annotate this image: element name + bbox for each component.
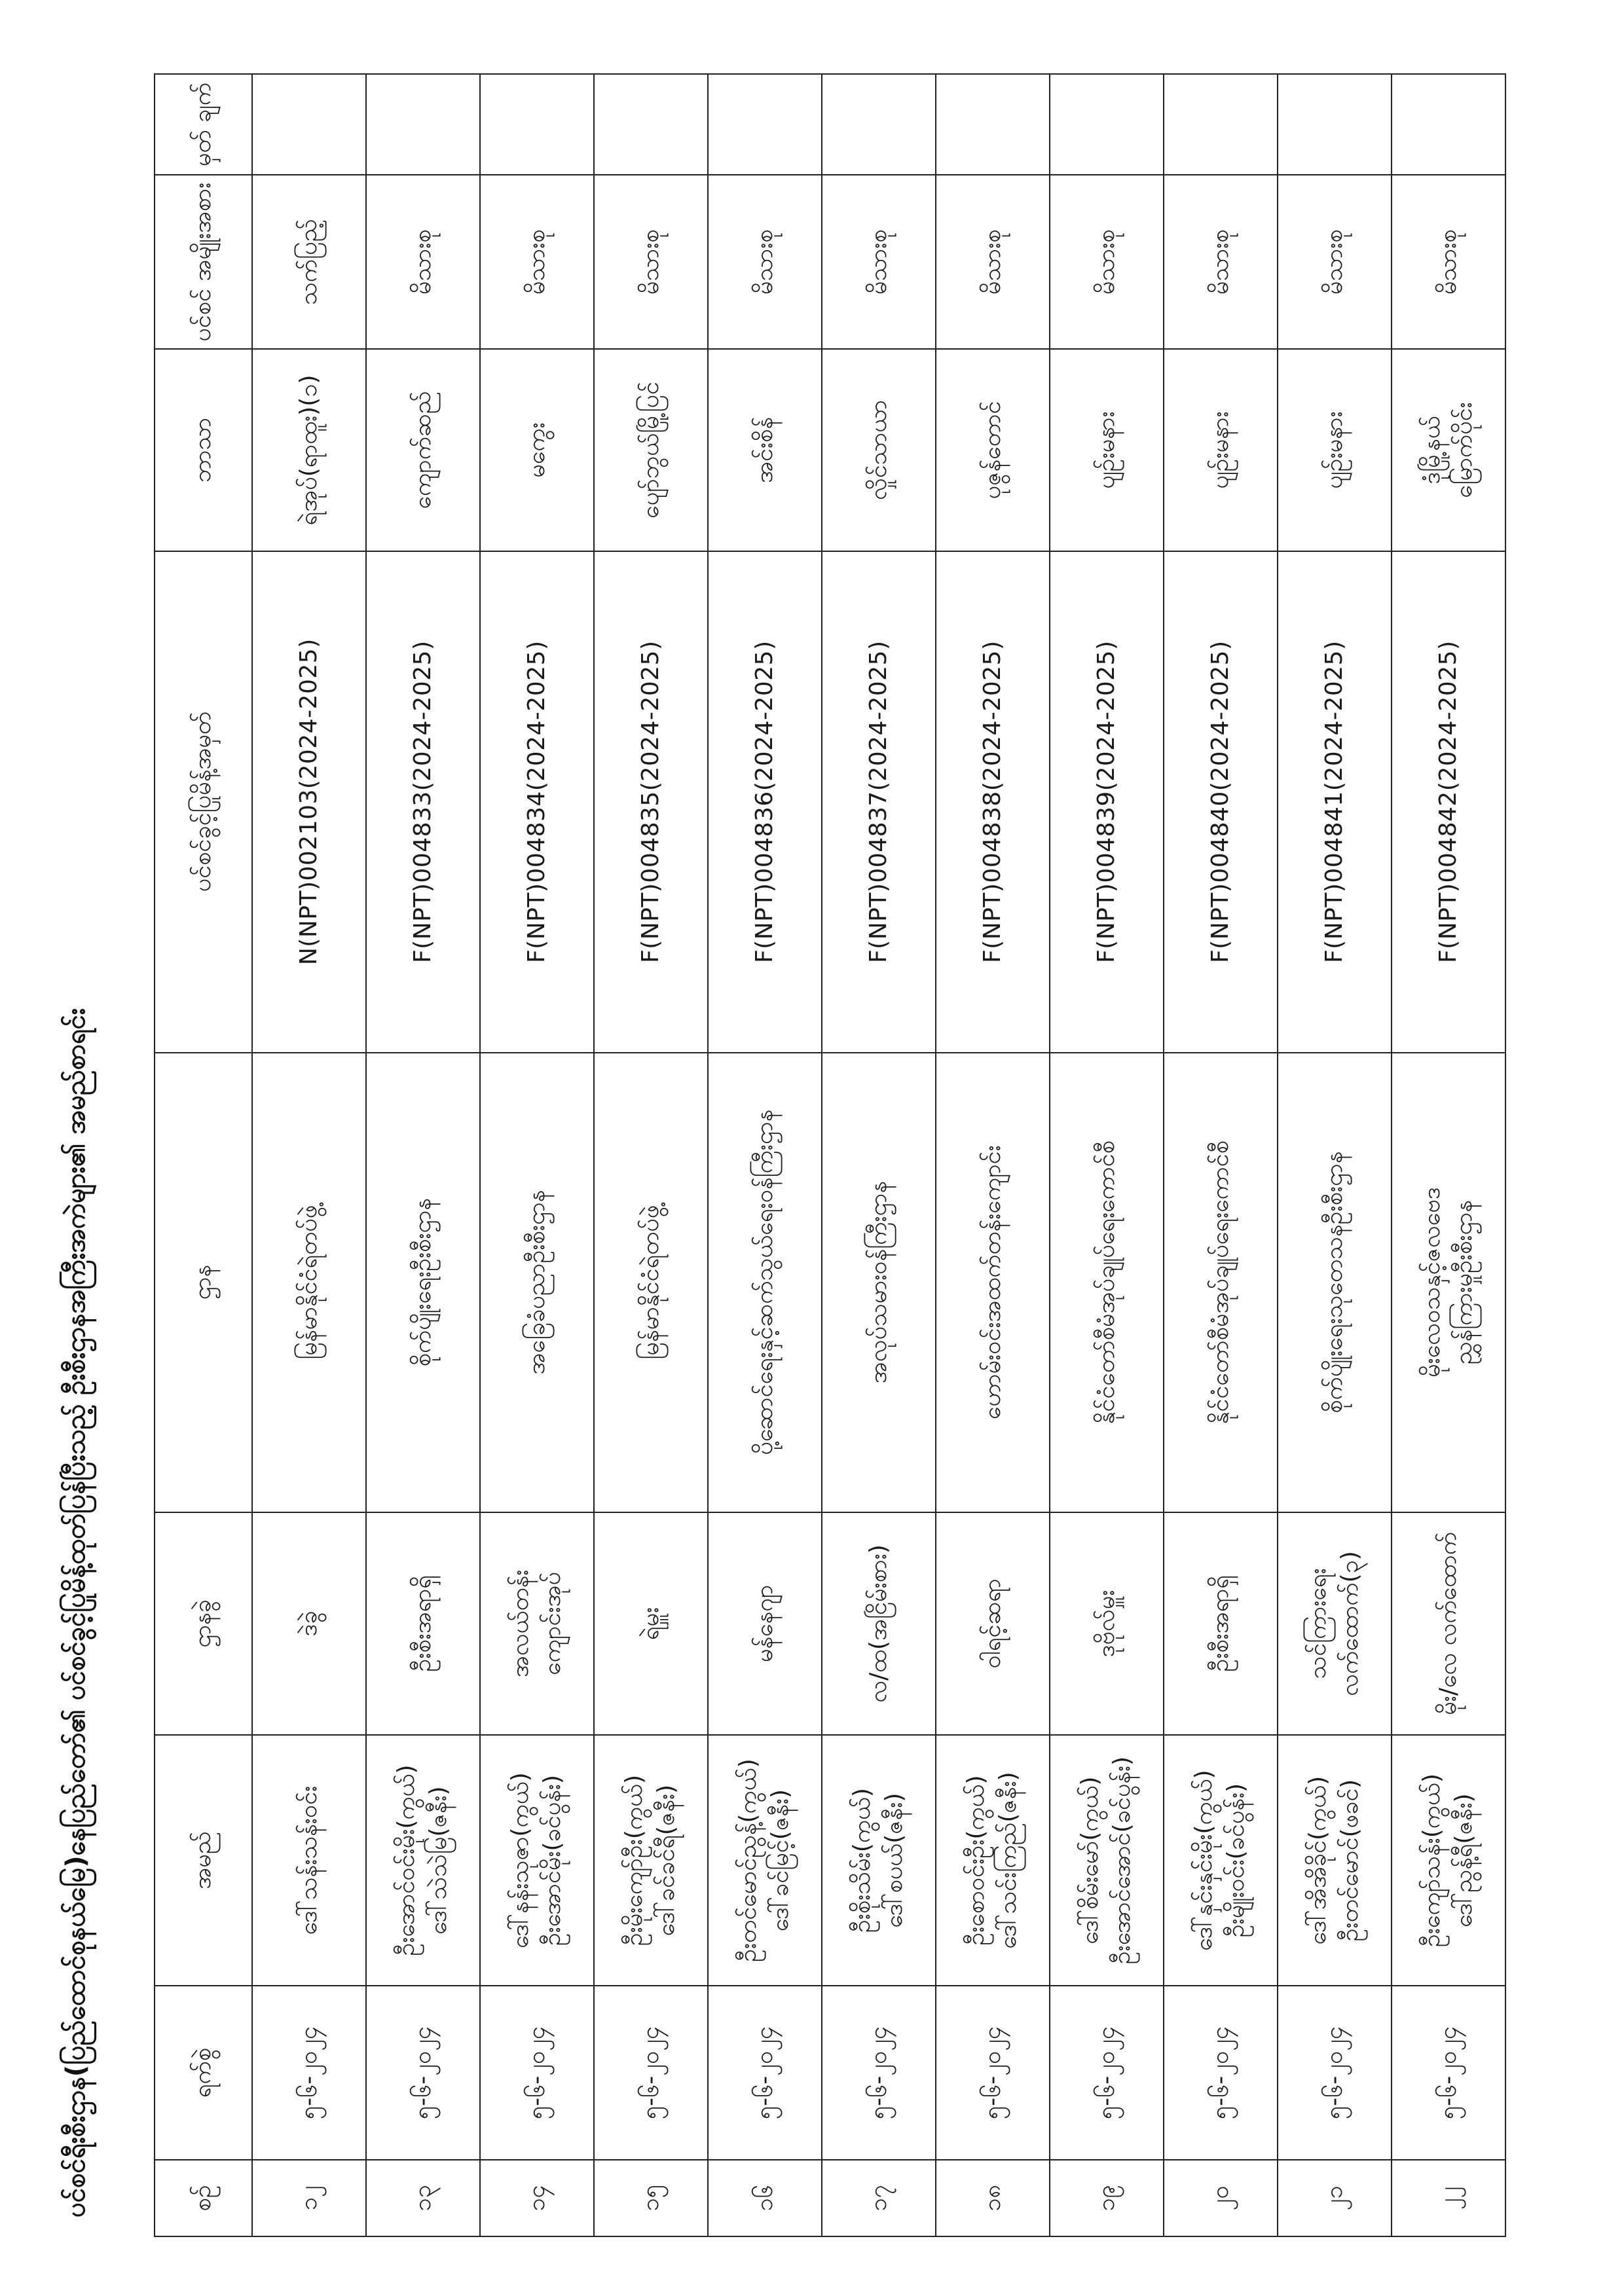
header-row bbox=[155, 74, 252, 2236]
cell-subject-text: လှိုင်သာယာ bbox=[864, 399, 892, 501]
cell-license bbox=[594, 551, 708, 1053]
cell-date-text: ၅-၆-၂၀၂၄ bbox=[1092, 2026, 1120, 2120]
cell-license bbox=[366, 551, 480, 1053]
cell-school-text: အခြေခံပညာဦးစီးဌာန bbox=[523, 1190, 550, 1375]
cell-type bbox=[366, 175, 480, 349]
cell-subject bbox=[252, 349, 366, 551]
cell-note bbox=[708, 74, 822, 175]
cell-no bbox=[1278, 2160, 1392, 2236]
header-place: ဌာနခွဲ bbox=[155, 1512, 252, 1735]
cell-school bbox=[936, 1053, 1050, 1512]
cell-school-text: စိုက်ပျိုးရေးဦးစီးဌာန bbox=[409, 1198, 436, 1367]
cell-note bbox=[1164, 74, 1278, 175]
cell-date bbox=[1392, 1986, 1505, 2160]
cell-type-text: မိသားစု bbox=[750, 229, 778, 295]
cell-note bbox=[1392, 74, 1505, 175]
cell-place-text: ဦးစီးအရာရှိ bbox=[1206, 1575, 1234, 1672]
cell-license-text: F(NPT)004841(2024-2025) bbox=[1320, 640, 1348, 964]
cell-subject-text: ပျဉ်းမနား bbox=[1206, 411, 1234, 489]
cell-place-text: လက်ထောက်(၃) bbox=[1337, 1551, 1363, 1696]
cell-name-text: ဒေါ်ခင်မြင့်(ဇနီး) bbox=[767, 1789, 794, 1932]
cell-name-text: ဦးမိုးကျော်ဦး(ကွယ်) bbox=[621, 1774, 648, 1946]
cell-type bbox=[822, 175, 936, 349]
header-subject: ဘာသာ bbox=[155, 349, 252, 551]
cell-date-text: ၅-၆-၂၀၂၄ bbox=[523, 2026, 550, 2120]
cell-type bbox=[1392, 175, 1505, 349]
cell-name bbox=[708, 1735, 822, 1986]
page-title: ပင်စင်ရီးစီးဌာန(ပြည်ထောင်စုနယ်မြေ)နေပြည်တော်၏ ပင်စင်ခွင့်ပြုမိန့်ထုတ်ပြန်ပြီးသည့် ဦးစီးဌာနအကြီးအကဲများ၏ အမည်စာရင်း bbox=[61, 1008, 91, 2217]
cell-note bbox=[936, 74, 1050, 175]
cell-place-text: ဦးစီးအရာရှိ bbox=[409, 1575, 436, 1672]
cell-no-text: ၁၈ bbox=[978, 2185, 1006, 2212]
cell-subject-text: ရဲအုပ်(ရာထူး)(၁) bbox=[295, 374, 322, 526]
cell-school bbox=[366, 1053, 480, 1512]
cell-license bbox=[1050, 551, 1164, 1053]
cell-license-text: N(NPT)002103(2024-2025) bbox=[295, 638, 322, 966]
cell-name-text: ဦးအောင်ဝင်းမိုး(ကွယ်) bbox=[393, 1764, 420, 1956]
cell-type bbox=[252, 175, 366, 349]
cell-type-text: မိသားစု bbox=[864, 229, 892, 295]
cell-no bbox=[594, 2160, 708, 2236]
cell-name bbox=[1164, 1735, 1278, 1986]
cell-no bbox=[252, 2160, 366, 2236]
cell-no-text: ၂၁ bbox=[1320, 2185, 1348, 2211]
cell-name bbox=[594, 1735, 708, 1986]
cell-name bbox=[822, 1735, 936, 1986]
cell-school bbox=[822, 1053, 936, 1512]
cell-date bbox=[708, 1986, 822, 2160]
cell-license-text: F(NPT)004836(2024-2025) bbox=[750, 640, 778, 964]
cell-no-text: ၁၆ bbox=[750, 2185, 778, 2212]
cell-note bbox=[480, 74, 594, 175]
cell-place-text: ဒဲခွဲ bbox=[295, 1611, 322, 1637]
cell-subject-text: ဒုံမြို့နယ် bbox=[1418, 416, 1446, 484]
cell-no bbox=[1392, 2160, 1505, 2236]
cell-license bbox=[1164, 551, 1278, 1053]
cell-subject bbox=[1164, 349, 1278, 551]
cell-school-text: မြန်မာနိုင်ငံရဲတပ်ဖွဲ့ bbox=[637, 1205, 664, 1360]
cell-license-text: F(NPT)004842(2024-2025) bbox=[1434, 640, 1462, 964]
cell-name-text: ဒေါ်သဲသဲမြ(ဇနီး) bbox=[425, 1786, 452, 1935]
cell-subject-text: ပျဉ်းမနား bbox=[1092, 411, 1120, 489]
cell-place bbox=[708, 1512, 822, 1735]
cell-subject-text: မြောက်ပိုင်း bbox=[1450, 402, 1477, 498]
table-row bbox=[1164, 74, 1278, 2236]
cell-no-text: ၁၅ bbox=[637, 2185, 664, 2212]
cell-date-text: ၅-၆-၂၀၂၄ bbox=[978, 2026, 1006, 2120]
header-no: စဉ် bbox=[155, 2160, 252, 2236]
header-name: အမည် bbox=[155, 1735, 252, 1986]
cell-no-text: ၂၂ bbox=[1434, 2186, 1462, 2210]
cell-place bbox=[822, 1512, 936, 1735]
cell-date bbox=[1164, 1986, 1278, 2160]
header-date: ရက်စွဲ bbox=[155, 1986, 252, 2160]
cell-license-text: F(NPT)004834(2024-2025) bbox=[523, 640, 550, 964]
cell-name bbox=[1278, 1735, 1392, 1986]
cell-name bbox=[1050, 1735, 1164, 1986]
cell-school bbox=[1392, 1053, 1505, 1512]
cell-place-text: သင်ကြားရေး bbox=[1304, 1568, 1332, 1679]
cell-place bbox=[252, 1512, 366, 1735]
cell-license-text: F(NPT)004839(2024-2025) bbox=[1092, 640, 1120, 964]
cell-name-text: ဒေါ်အိအိခိုင်(ကွယ်) bbox=[1304, 1776, 1332, 1945]
cell-place-text: ဒုဗိုလ်မှူး bbox=[1092, 1590, 1120, 1658]
cell-license bbox=[936, 551, 1050, 1053]
cell-type-text: မိသားစု bbox=[1434, 229, 1462, 295]
cell-no bbox=[822, 2160, 936, 2236]
cell-school-text: မြန်မာနိုင်ငံရဲတပ်ဖွဲ့ bbox=[295, 1205, 322, 1360]
cell-subject bbox=[822, 349, 936, 551]
cell-license-text: F(NPT)004840(2024-2025) bbox=[1206, 640, 1234, 964]
cell-place bbox=[936, 1512, 1050, 1735]
cell-date-text: ၅-၆-၂၀၂၄ bbox=[1320, 2026, 1348, 2120]
cell-no-text: ၁၂ bbox=[295, 2185, 322, 2211]
cell-school bbox=[252, 1053, 366, 1512]
cell-note bbox=[822, 74, 936, 175]
cell-name bbox=[936, 1735, 1050, 1986]
cell-school bbox=[1278, 1053, 1392, 1512]
cell-name-text: ဦးစောဝင်းဦး(ကွယ်) bbox=[963, 1775, 990, 1946]
cell-no-text: ၁၃ bbox=[409, 2185, 436, 2212]
cell-name bbox=[366, 1735, 480, 1986]
cell-type bbox=[1164, 175, 1278, 349]
cell-date-text: ၅-၆-၂၀၂၄ bbox=[864, 2026, 892, 2120]
cell-type bbox=[594, 175, 708, 349]
cell-date bbox=[936, 1986, 1050, 2160]
cell-no-text: ၂၀ bbox=[1206, 2185, 1234, 2211]
table-row bbox=[936, 74, 1050, 2236]
cell-date bbox=[366, 1986, 480, 2160]
table-row bbox=[708, 74, 822, 2236]
cell-place-text: ကျောင်းအုပ် bbox=[539, 1571, 566, 1675]
cell-subject bbox=[1050, 349, 1164, 551]
cell-school-text: ပို့ဆောင်ရေးနှင့်ဆက်သွယ်ရေးဝန်ကြီးဌာန bbox=[750, 1109, 778, 1455]
cell-name bbox=[1392, 1735, 1505, 1986]
table-row bbox=[1278, 74, 1392, 2236]
cell-date-text: ၅-၆-၂၀၂၄ bbox=[637, 2026, 664, 2120]
cell-place bbox=[1050, 1512, 1164, 1735]
cell-note bbox=[252, 74, 366, 175]
cell-date bbox=[1278, 1986, 1392, 2160]
cell-name-text: ဒေါ်သင်းကြည်(ဇနီး) bbox=[995, 1772, 1022, 1949]
cell-name-text: ဦးတင်မောင်ညွန့်(ကွယ်) bbox=[735, 1758, 762, 1962]
cell-place bbox=[594, 1512, 708, 1735]
cell-subject-text: ပျဉ်းမနား bbox=[1320, 411, 1348, 489]
table-row bbox=[1392, 74, 1505, 2236]
cell-name-text: ဒေါ်ညွန့်ရီ(ဇနီး) bbox=[1450, 1793, 1477, 1927]
cell-school-text: စိုက်ပျိုးရေးသုတေသနဦးစီးဌာန bbox=[1320, 1151, 1348, 1413]
cell-place-text: ဝါရင့်ဆရာ bbox=[978, 1578, 1006, 1669]
header-type: ပင်စင် အမျိုးအစား bbox=[155, 175, 252, 349]
cell-note bbox=[366, 74, 480, 175]
cell-subject-text: ပျော်ဘွယ်မြို့ပြင် bbox=[637, 382, 664, 519]
cell-school bbox=[708, 1053, 822, 1512]
cell-license bbox=[822, 551, 936, 1053]
cell-date-text: ၅-၆-၂၀၂၄ bbox=[1206, 2026, 1234, 2120]
cell-date-text: ၅-၆-၂၀၂၄ bbox=[1434, 2026, 1462, 2120]
header-note: မှတ် ချက် bbox=[155, 74, 252, 175]
cell-license-text: F(NPT)004833(2024-2025) bbox=[409, 640, 436, 964]
cell-school bbox=[1050, 1053, 1164, 1512]
cell-license bbox=[252, 551, 366, 1053]
cell-date-text: ၅-၆-၂၀၂၄ bbox=[295, 2026, 322, 2120]
cell-place bbox=[1278, 1512, 1392, 1735]
cell-name-text: ဒေါ်ခင်ခင်ရီ(ဇနီး) bbox=[653, 1784, 680, 1937]
cell-name-text: ဒေါ်သန်းသန်းဝင်း bbox=[295, 1785, 322, 1935]
cell-date bbox=[822, 1986, 936, 2160]
table-row bbox=[594, 74, 708, 2236]
cell-subject bbox=[1392, 349, 1505, 551]
cell-school bbox=[480, 1053, 594, 1512]
cell-place-text: မန်နေဂျာ bbox=[750, 1584, 778, 1663]
cell-type bbox=[936, 175, 1050, 349]
cell-no-text: ၁၇ bbox=[864, 2185, 892, 2212]
cell-type-text: မိသားစု bbox=[1092, 229, 1120, 295]
cell-license-text: F(NPT)004838(2024-2025) bbox=[978, 640, 1006, 964]
cell-subject-text: မကွေး bbox=[523, 422, 550, 478]
cell-type bbox=[708, 175, 822, 349]
cell-subject bbox=[1278, 349, 1392, 551]
cell-name bbox=[252, 1735, 366, 1986]
cell-type-text: မိသားစု bbox=[978, 229, 1006, 295]
cell-school bbox=[1164, 1053, 1278, 1512]
cell-school-text: နိုင်ငံတော်စီမံအုပ်ချုပ်ရေးကောင်စီ bbox=[1092, 1140, 1120, 1425]
cell-type-text: မိသားစု bbox=[523, 229, 550, 295]
cell-school bbox=[594, 1053, 708, 1512]
cell-date-text: ၅-၆-၂၀၂၄ bbox=[750, 2026, 778, 2120]
cell-type bbox=[480, 175, 594, 349]
cell-name-text: ဒေါ်စပယ်(ဇနီး) bbox=[881, 1793, 908, 1928]
cell-no bbox=[708, 2160, 822, 2236]
cell-no bbox=[480, 2160, 594, 2236]
cell-place-text: အလယ်တန်း bbox=[507, 1569, 534, 1678]
cell-no-text: ၁၉ bbox=[1092, 2185, 1120, 2212]
cell-note bbox=[1278, 74, 1392, 175]
cell-subject bbox=[594, 349, 708, 551]
cell-date bbox=[252, 1986, 366, 2160]
cell-type bbox=[1278, 175, 1392, 349]
header-license: ပင်စင်ခွင့်ပြုမိန့်အမှတ် bbox=[155, 551, 252, 1053]
cell-name bbox=[480, 1735, 594, 1986]
cell-place-text: လ/ထ(အငြိမ်းစား) bbox=[864, 1544, 892, 1703]
cell-school-text: ဟောမ်းဝင်းအထက်တန်းကျောင်း bbox=[978, 1145, 1006, 1420]
cell-type-text: သက်ပြည့် bbox=[295, 219, 322, 305]
cell-place bbox=[1164, 1512, 1278, 1735]
cell-license bbox=[1392, 551, 1505, 1053]
table-row bbox=[1050, 74, 1164, 2236]
pension-register-table bbox=[154, 73, 1506, 2237]
cell-subject-text: ပုဇွန်တောင် bbox=[978, 401, 1006, 500]
cell-place-text: မိုး/လေ လက်ထောက် bbox=[1434, 1531, 1462, 1715]
cell-name-text: ဦးစိုးသိမ်း(ကွယ်) bbox=[849, 1787, 876, 1933]
cell-name-text: ဦးအောင်အောင်(ခင်ပွန်း) bbox=[1109, 1756, 1135, 1965]
table-row bbox=[480, 74, 594, 2236]
cell-name-text: ဒေါ်နှင်းနှင်းမိုး(ကွယ်) bbox=[1190, 1770, 1218, 1951]
cell-license bbox=[708, 551, 822, 1053]
cell-no bbox=[936, 2160, 1050, 2236]
cell-place bbox=[1392, 1512, 1505, 1735]
cell-name-text: ဦးကျော်သန်း(ကွယ်) bbox=[1418, 1773, 1446, 1948]
cell-name-text: ဦးမျိုးဝင်း(ခင်ပွန်း) bbox=[1223, 1783, 1249, 1938]
cell-subject-text: အင်းစိန် bbox=[750, 416, 778, 484]
cell-type bbox=[1050, 175, 1164, 349]
cell-school-text: ညွှန်ကြားမှုဦးစီးဌာန bbox=[1450, 1200, 1477, 1365]
cell-place bbox=[366, 1512, 480, 1735]
table-row bbox=[252, 74, 366, 2236]
cell-subject bbox=[480, 349, 594, 551]
cell-place bbox=[480, 1512, 594, 1735]
cell-subject-text: ကျောက်ဆည် bbox=[409, 391, 436, 509]
cell-name-text: ဒေါ်နန်းသုဇာ(ကွယ်) bbox=[507, 1772, 534, 1949]
cell-subject bbox=[936, 349, 1050, 551]
cell-no bbox=[1050, 2160, 1164, 2236]
cell-place-text: ရဲမှူး bbox=[637, 1607, 664, 1641]
cell-note bbox=[1050, 74, 1164, 175]
cell-type-text: မိသားစု bbox=[409, 229, 436, 295]
cell-date bbox=[594, 1986, 708, 2160]
cell-license bbox=[1278, 551, 1392, 1053]
cell-subject bbox=[708, 349, 822, 551]
cell-name-text: ဦးအောင်မိုး(ခင်ပွန်း) bbox=[539, 1774, 566, 1946]
cell-name-text: ဒေါ်စိမ်းမော်(ကွယ်) bbox=[1077, 1776, 1104, 1944]
cell-school-text: အလုပ်သမားဝန်ကြီးဌာန bbox=[864, 1181, 892, 1384]
cell-no-text: ၁၄ bbox=[523, 2185, 550, 2212]
cell-subject bbox=[366, 349, 480, 551]
cell-type-text: မိသားစု bbox=[1206, 229, 1234, 295]
table-body bbox=[252, 74, 1505, 2236]
cell-school-text: မိုးလေဝသနှင့်ဇလဗေဒ bbox=[1418, 1187, 1446, 1377]
cell-date-text: ၅-၆-၂၀၂၄ bbox=[409, 2026, 436, 2120]
cell-name-text: ဦးတင်မောင်(ဖခင်) bbox=[1337, 1779, 1363, 1942]
table-row bbox=[366, 74, 480, 2236]
cell-license bbox=[480, 551, 594, 1053]
table-row bbox=[822, 74, 936, 2236]
cell-school-text: နိုင်ငံတော်စီမံအုပ်ချုပ်ရေးကောင်စီ bbox=[1206, 1140, 1234, 1425]
cell-type-text: မိသားစု bbox=[1320, 229, 1348, 295]
header-school: ဌာန bbox=[155, 1053, 252, 1512]
cell-date bbox=[1050, 1986, 1164, 2160]
cell-no bbox=[366, 2160, 480, 2236]
cell-license-text: F(NPT)004835(2024-2025) bbox=[637, 640, 664, 964]
cell-type-text: မိသားစု bbox=[637, 229, 664, 295]
cell-no bbox=[1164, 2160, 1278, 2236]
cell-date bbox=[480, 1986, 594, 2160]
cell-note bbox=[594, 74, 708, 175]
cell-license-text: F(NPT)004837(2024-2025) bbox=[864, 640, 892, 964]
